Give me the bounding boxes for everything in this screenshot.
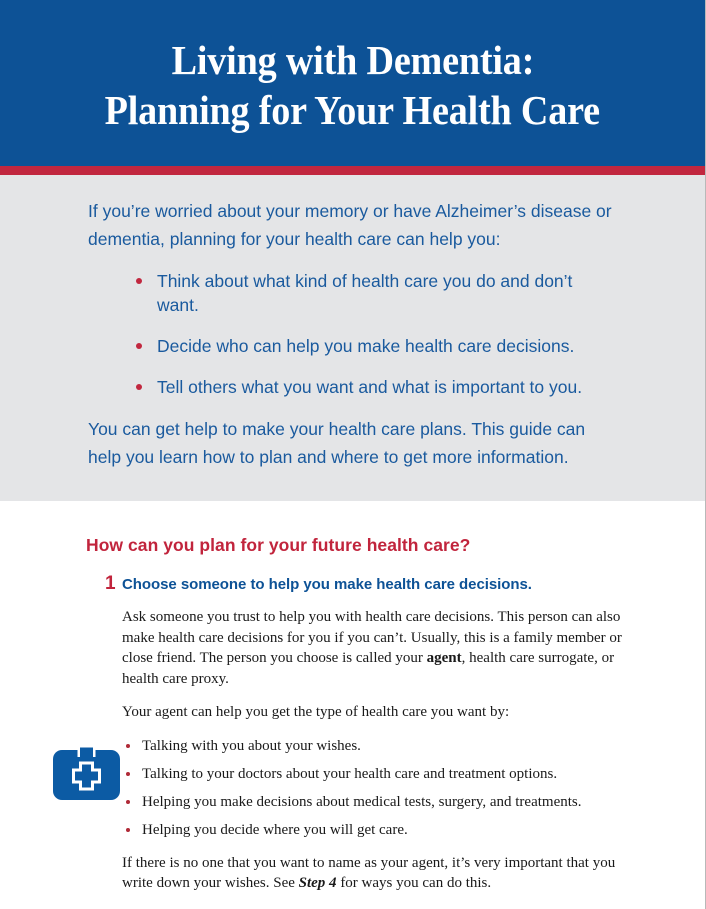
header-red-rule	[0, 166, 705, 175]
intro-bullet-list	[88, 269, 619, 399]
step-1-body	[122, 595, 639, 894]
step-1-header	[0, 575, 705, 595]
intro-section	[0, 175, 705, 501]
list-item: Talking to your doctors about your health care and treatment options.	[122, 764, 639, 784]
list-item: Talking with you about your wishes.	[122, 736, 639, 756]
list-item: Helping you make decisions about medical tests, surgery, and treatments.	[122, 792, 639, 812]
step-list-intro: Your agent can help you get the type of health care you want by:	[122, 704, 510, 720]
section-heading: How can you plan for your future health care?	[86, 535, 471, 555]
list-item: Think about what kind of health care you do and don’t want.	[136, 269, 619, 317]
list-item: Decide who can help you make health care decisions.	[136, 334, 619, 358]
paragraph-1-text-part-1: Ask someone you trust to help you with health care decisions. This person can also make health care decisions for you if you can’t. Usually, this is a family member or close friend. The person you choose is called your	[122, 609, 622, 666]
intro-closing-text: You can get help to make your health care plans. This guide can help you learn how to plan and where to get more information.	[88, 419, 586, 467]
main-content	[0, 501, 705, 894]
paragraph-2-text-part-2: for ways you can do this.	[336, 875, 492, 891]
step-4-reference: Step 4	[298, 875, 337, 891]
step-bullet-list	[122, 736, 639, 840]
step-title: Choose someone to help you make health care decisions.	[122, 576, 532, 593]
list-item: Helping you decide where you will get care.	[122, 820, 639, 840]
intro-lead-text: If you’re worried about your memory or have Alzheimer’s disease or dementia, planning for your health care can help you:	[88, 201, 612, 249]
paragraph-2-text-part-1: If there is no one that you want to name as your agent, it’s very important that you write down your wishes. See	[122, 854, 616, 891]
step-paragraph-2	[122, 853, 639, 894]
paragraph-1-text-part-2: , health care surrogate, or health care proxy.	[122, 650, 615, 687]
step-number: 1	[105, 573, 116, 594]
agent-bold-term: agent	[426, 650, 462, 666]
document-header	[0, 0, 705, 166]
page-title-line-1: Living with Dementia:	[171, 37, 534, 83]
medical-kit-icon	[53, 745, 120, 800]
page-title-line-2: Planning for Your Health Care	[104, 87, 601, 133]
list-item: Tell others what you want and what is important to you.	[136, 375, 619, 399]
step-paragraph-1	[122, 607, 639, 689]
